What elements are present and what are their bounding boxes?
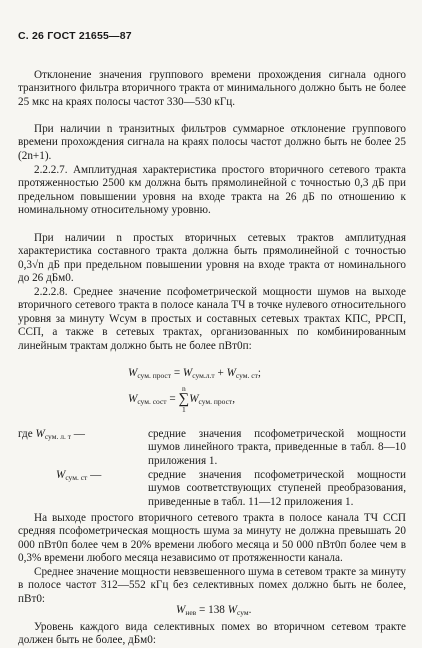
paragraph-2-2-2-7: 2.2.2.7. Амплитудная характеристика простого вторичного сетевого тракта протяженностью 2500 км должна быть прямолинейной с точностью 0,3 дБ при предельном повышении уровня на входе тракта на 26 дБ по отношению к номинальному относительному уровню. [18,164,406,217]
paragraph-ssp-noise: На выходе простого вторичного сетевого тракта в полосе канала ТЧ ССП средняя псофометрическая мощность шума за минуту не должна превышать 20 000 пВт0п более чем в 20% времени любого месяца и 50 000 пВт0п более чем в 0,3% времени любого месяца независимо от протяженности канала. [18,512,406,565]
paragraph-2-2-2-8: 2.2.2.8. Среднее значение псофометрической мощности шумов на выходе вторичного сетевого тракта в полосе канала ТЧ в точке нулевого относительного уровня за минуту Wсум в простых и составных сетевых трактах КПС, РРСП, ССП, а также в сетевых трактах, организованных по комбинированным линейным трактам должно быть не более пВт0п: [18,286,406,352]
paragraph-unweighted-noise: Среднее значение мощности невзвешенного шума в сетевом тракте за минуту в полосе частот 312—552 кГц без селективных помех должно быть не более, пВт0: [18,566,406,605]
formula-unweighted-noise: $W_{нев} = 138$ $W_{сум}$. [176,604,252,617]
paragraph-selective-interference: Уровень каждого вида селективных помех во вторичном сетевом тракте должен быть не более, дБм0: [18,621,406,647]
paragraph-transit-filters: При наличии n транзитных фильтров суммарное отклонение группового времени прохождения сигнала на краях полосы частот должно быть не более 25 (2n+1). [18,123,406,162]
sum-operator: n ∑ 1 [178,384,190,414]
paragraph-composite-tract: При наличии n простых вторичных сетевых трактов амплитудная характеристика составного тракта должна быть прямолинейной с точностью 0,3√n дБ при предельном повышении уровня на входе тракта от номинального до 26 дБм0. [18,232,406,285]
formula-composite-tract: $W_{сум. сост}$ = n ∑ 1 $W_{сум. прост}$, [128,384,235,414]
definition-text-stage: средние значения псофометрической мощности шумов соответствующих ступеней преобразования, приведенные в табл. 11—12 приложения 1. [148,469,406,508]
page-header: С. 26 ГОСТ 21655—87 [18,30,132,42]
formula-simple-tract: $W_{сум. прост} = W_{сум.л.т} + W_{сум. ст}$; [128,367,261,380]
definition-text-linear: средние значения псофометрической мощности шумов линейного тракта, приведенные в табл. 8—10 приложения 1. [148,428,406,467]
definition-term-linear: где $W_{сум. л. т}$ — [18,428,85,441]
paragraph-group-delay-deviation: Отклонение значения группового времени прохождения сигнала одного транзитного фильтра вторичного тракта от минимального должно быть не более 25 мкс на краях полосы частот 330—530 кГц. [18,69,406,108]
definition-term-stage: $W_{сум. ст}$ — [56,469,102,482]
